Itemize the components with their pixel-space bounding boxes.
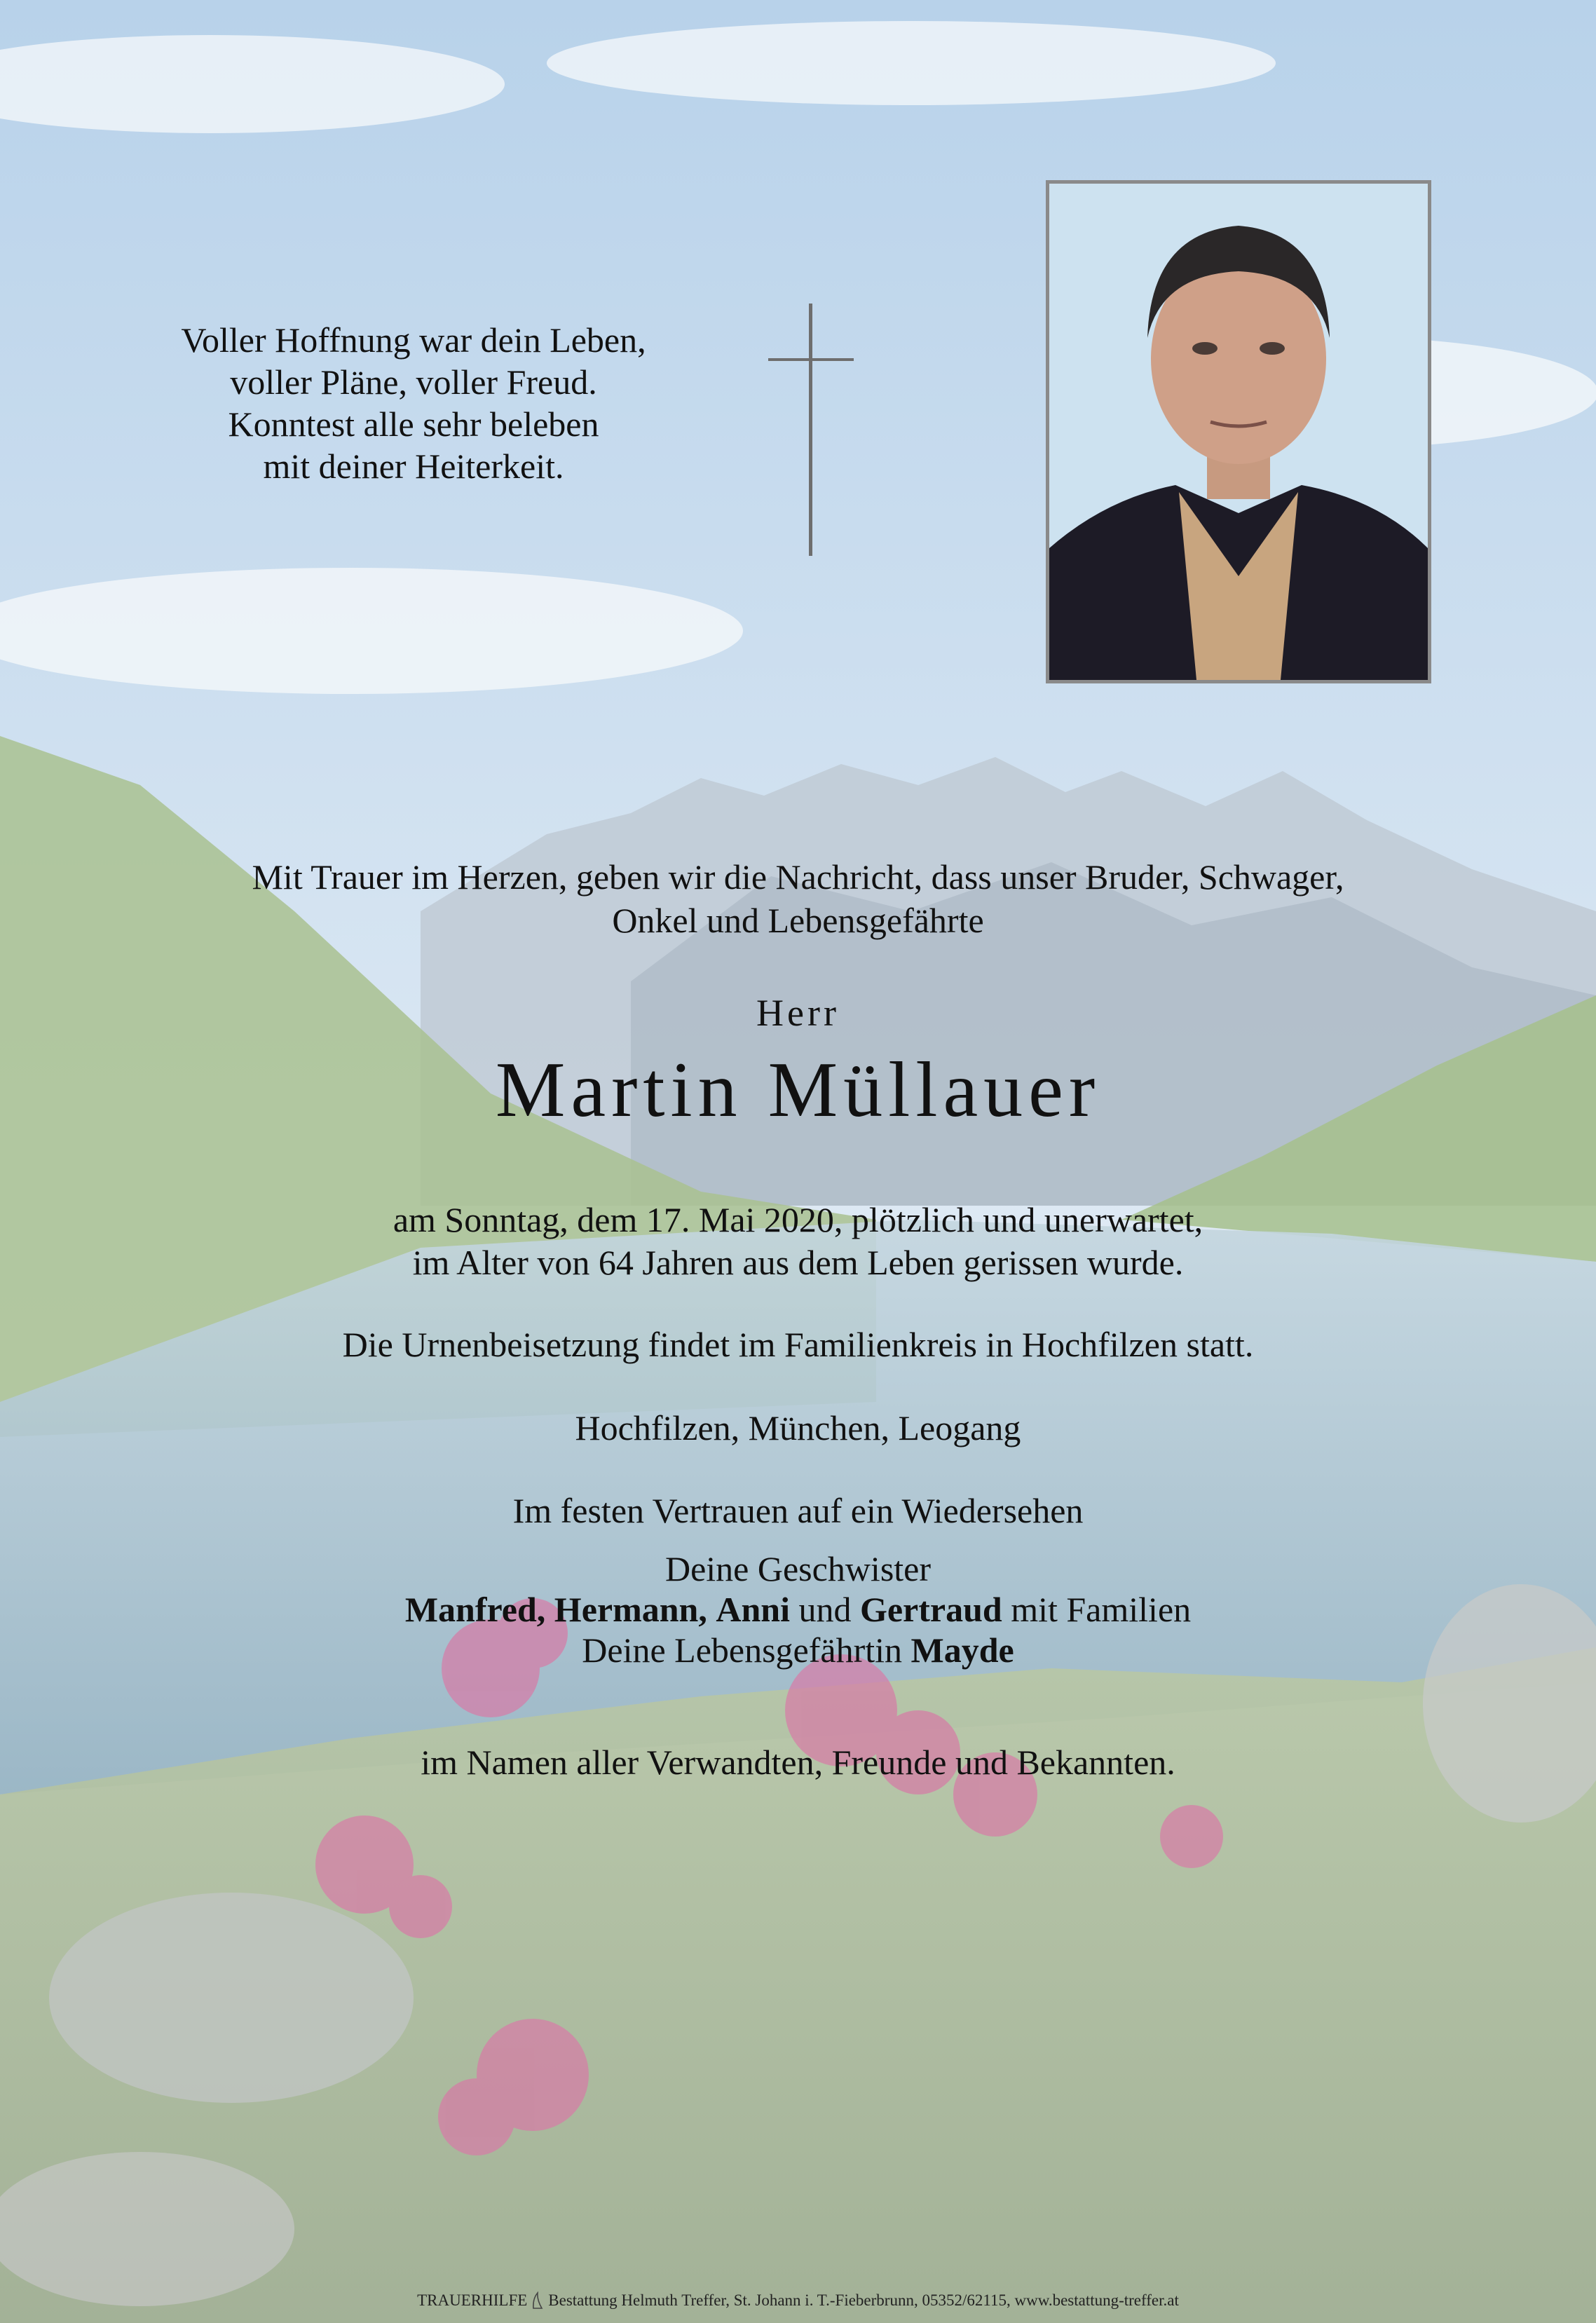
poem-line: mit deiner Heiterkeit. xyxy=(263,447,564,486)
death-notice-line: im Alter von 64 Jahren aus dem Leben gerissen wurde. xyxy=(412,1243,1184,1282)
sibling-name: Anni xyxy=(716,1590,790,1629)
poem-line: Voller Hoffnung war dein Leben, xyxy=(181,320,646,360)
footer xyxy=(0,2291,1596,2310)
intro-line: Mit Trauer im Herzen, geben wir die Nachricht, dass unser Bruder, Schwager, xyxy=(252,857,1344,897)
death-notice-line: am Sonntag, dem 17. Mai 2020, plötzlich und unerwartet, xyxy=(393,1200,1203,1239)
sibling-name: Manfred, xyxy=(404,1590,546,1629)
sibling-name: Gertraud xyxy=(859,1590,1002,1629)
poem-line: voller Pläne, voller Freud. xyxy=(230,362,597,402)
conjunction: und xyxy=(789,1590,860,1629)
portrait-illustration xyxy=(1049,184,1428,680)
siblings-label: Deine Geschwister xyxy=(664,1549,932,1588)
sibling-name: Hermann, xyxy=(554,1590,707,1629)
places-line: Hochfilzen, München, Leogang xyxy=(575,1408,1021,1447)
salutation: Herr xyxy=(756,992,840,1034)
footer-text: Bestattung Helmuth Treffer, St. Johann i. T.-Fieberbrunn, 05352/62115, www.bestattung-treffer.at xyxy=(548,2291,1179,2309)
rock xyxy=(49,1893,414,2103)
funeral-home-logo-icon xyxy=(531,2291,544,2310)
partner-label: Deine Lebensgefährtin xyxy=(582,1630,911,1670)
death-notice xyxy=(0,1199,1596,1284)
relatives-line: im Namen aller Verwandten, Freunde und Bekannten. xyxy=(421,1743,1175,1782)
cloud xyxy=(547,21,1276,105)
memorial-poem xyxy=(98,319,729,487)
trust-line: Im festen Vertrauen auf ein Wiedersehen xyxy=(512,1491,1084,1530)
deceased-name: Martin Müllauer xyxy=(495,1047,1101,1133)
rock xyxy=(0,2152,294,2306)
siblings-names xyxy=(0,1589,1596,1630)
cross-icon xyxy=(768,304,854,556)
footer-label: TRAUERHILFE xyxy=(417,2291,528,2309)
portrait-photo xyxy=(1046,180,1431,683)
poem-line: Konntest alle sehr beleben xyxy=(228,404,599,444)
siblings-suffix: mit Familien xyxy=(1002,1590,1192,1629)
intro-line: Onkel und Lebensgefährte xyxy=(612,901,984,940)
partner-line xyxy=(0,1630,1596,1670)
announcement-intro xyxy=(0,855,1596,942)
burial-notice: Die Urnenbeisetzung findet im Familienkreis in Hochfilzen statt. xyxy=(342,1325,1254,1364)
partner-name: Mayde xyxy=(910,1630,1014,1670)
mourners-block xyxy=(0,1548,1596,1670)
